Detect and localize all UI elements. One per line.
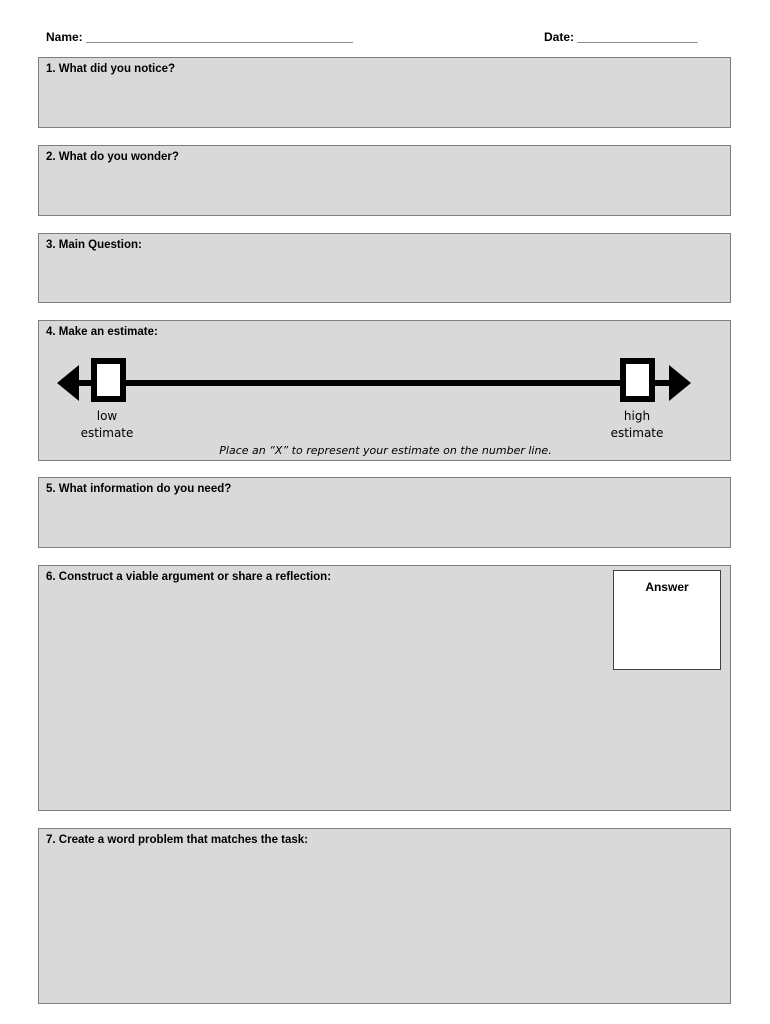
high-estimate-label: high estimate [610,409,664,440]
question-7-label: 7. Create a word problem that matches the task: [46,834,309,846]
number-line-bar [77,380,671,386]
estimate-instruction: Place an “X” to represent your estimate on the number line. [219,444,552,457]
argument-box[interactable] [38,565,731,811]
question-6-label: 6. Construct a viable argument or share a reflection: [46,571,332,583]
question-3-label: 3. Main Question: [46,239,142,251]
answer-box[interactable] [613,570,721,670]
low-estimate-label: low estimate [80,409,134,440]
word-problem-box[interactable] [38,828,731,1004]
main-question-box[interactable] [38,233,731,303]
information-box[interactable] [38,477,731,548]
high-estimate-marker [623,361,652,399]
name-field-label[interactable]: Name: ________________________________________ [46,30,353,44]
wonder-box[interactable] [38,145,731,216]
notice-box[interactable] [38,57,731,128]
answer-label: Answer [645,580,689,594]
question-1-label: 1. What did you notice? [46,63,176,75]
left-arrow-icon [57,365,79,401]
date-field-label[interactable]: Date: __________________ [544,30,698,44]
right-arrow-icon [669,365,691,401]
question-4-label: 4. Make an estimate: [46,326,158,338]
estimate-box [38,320,731,461]
question-5-label: 5. What information do you need? [46,483,232,495]
question-2-label: 2. What do you wonder? [46,151,179,163]
low-estimate-marker [94,361,123,399]
